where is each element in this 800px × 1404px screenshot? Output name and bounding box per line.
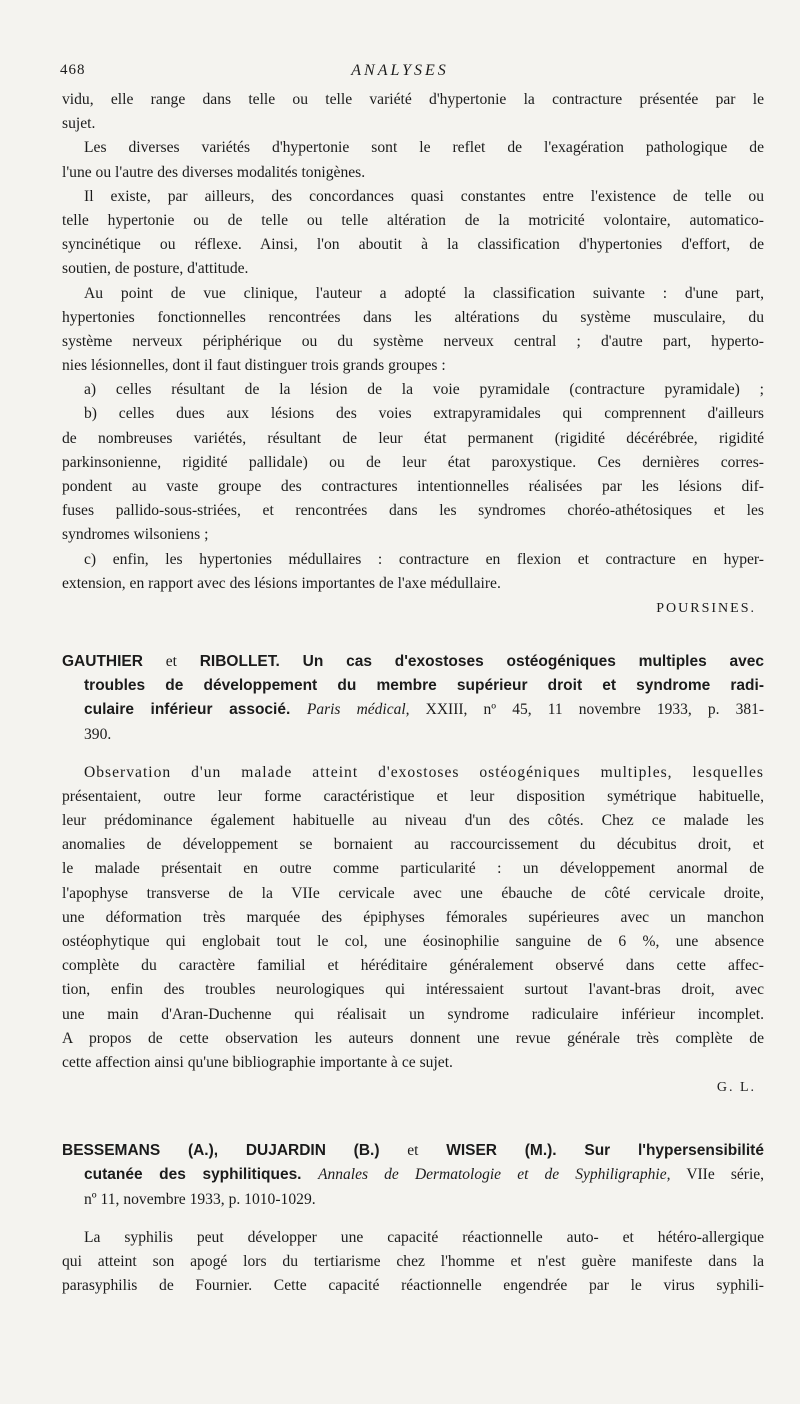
article-title — [62, 1139, 764, 1163]
text-line: sujet. — [62, 115, 96, 133]
review-signature: G. L. — [716, 1080, 756, 1096]
review-signature: POURSINES. — [656, 600, 756, 616]
text-line: c) enfin, les hypertonies médullaires : contracture en flexion et contracture en hyper- — [84, 550, 764, 568]
page-body — [62, 88, 764, 1298]
title-text: cutanée des syphilitiques. — [84, 1166, 302, 1184]
author-name: BESSEMANS — [62, 1142, 161, 1160]
text-line: Il existe, par ailleurs, des concordances quasi constantes entre l'existence de telle ou — [84, 187, 764, 205]
title-text: Un cas d'exostoses ostéogéniques multiples avec — [302, 652, 764, 670]
text-line: soutien, de posture, d'attitude. — [62, 260, 249, 278]
text-line: a) celles résultant de la lésion de la voie pyramidale (contracture pyramidale) ; — [84, 381, 764, 399]
title-conjunction: et — [165, 652, 177, 670]
journal-name: Paris médical, — [306, 701, 410, 719]
text-line: parasyphilis de Fournier. Cette capacité réactionnelle engendrée par le virus syphili- — [62, 1277, 764, 1295]
article-title-line — [62, 698, 764, 722]
citation-pages: 390. — [84, 725, 112, 743]
text-line: l'apophyse transverse de la VIIe cervicale avec une ébauche de côté cervicale droite, — [62, 884, 764, 902]
text-line: une main d'Aran-Duchenne qui réalisait un syndrome radiculaire inférieur incomplet. — [62, 1005, 764, 1023]
article-title — [62, 650, 764, 674]
text-line: le malade présentait en outre comme particularité : un développement anormal de — [62, 860, 764, 878]
running-title: ANALYSES — [351, 62, 449, 79]
title-text: culaire inférieur associé. — [84, 701, 291, 719]
journal-name: Annales de Dermatologie et de Syphiligraphie, — [318, 1166, 671, 1184]
author-initial: (A.), — [187, 1142, 219, 1160]
text-line: de nombreuses variétés, résultant de leur état permanent (rigidité décérébrée, rigidité — [62, 429, 764, 447]
text-line: système nerveux périphérique ou du système nerveux central ; d'autre part, hyperto- — [62, 332, 764, 350]
citation-pages: nº 11, novembre 1933, p. 1010-1029. — [84, 1190, 316, 1208]
text-line: anomalies de développement se bornaient au raccourcissement du décubitus droit, et — [62, 836, 764, 854]
page-number: 468 — [60, 62, 86, 78]
author-initial: (M.). — [524, 1142, 557, 1160]
text-line: ostéophytique qui englobait tout le col, une éosinophilie sanguine de 6 %, une absence — [62, 933, 764, 950]
journal-citation — [318, 1166, 764, 1183]
text-line: vidu, elle range dans telle ou telle variété d'hypertonie la contracture présentée par le — [62, 91, 764, 108]
author-name: RIBOLLET. — [199, 652, 280, 670]
journal-citation — [307, 701, 764, 718]
title-text: Sur l'hypersensibilité — [584, 1142, 764, 1160]
text-line: hypertonies fonctionnelles rencontrées dans les altérations du système musculaire, du — [62, 308, 764, 326]
text-line: A propos de cette observation les auteurs donnent une revue générale très complète de — [62, 1029, 764, 1047]
article-title-line — [62, 1163, 764, 1187]
text-line: extension, en rapport avec des lésions importantes de l'axe médullaire. — [62, 574, 501, 592]
text-line: b) celles dues aux lésions des voies extrapyramidales qui comprennent d'ailleurs — [84, 405, 764, 423]
author-initial: (B.) — [353, 1142, 380, 1160]
page-header — [60, 62, 740, 86]
citation-details: VIIe série, — [686, 1166, 764, 1184]
review-poursines — [62, 88, 764, 622]
text-line: syndromes wilsoniens ; — [62, 526, 209, 544]
text-line: une déformation très marquée des épiphyses fémorales supérieures avec un manchon — [62, 908, 764, 926]
text-line: complète du caractère familial et héréditaire généralement observé dans cette affec- — [62, 957, 764, 975]
text-line: nies lésionnelles, dont il faut distinguer trois grands groupes : — [62, 357, 446, 375]
text-line: telle hypertonie ou de telle ou telle altération de la motricité volontaire, automatico- — [62, 211, 764, 229]
text-line: présentaient, outre leur forme caractéristique et leur disposition symétrique habituelle, — [62, 787, 764, 805]
author-name: DUJARDIN — [245, 1142, 326, 1160]
text-line: Observation d'un malade atteint d'exostoses ostéogéniques multiples, lesquelles — [84, 763, 764, 781]
text-line: parkinsonienne, rigidité pallidale) ou de leur état paroxystique. Ces dernières corres- — [62, 453, 764, 471]
review-bessemans — [62, 1139, 764, 1298]
text-line: Au point de vue clinique, l'auteur a adopté la classification suivante : d'une part, — [84, 284, 764, 302]
text-line: La syphilis peut développer une capacité réactionnelle auto- et hétéro-allergique — [84, 1228, 764, 1246]
text-line: Les diverses variétés d'hypertonie sont le reflet de l'exagération pathologique de — [84, 139, 764, 157]
title-conjunction: et — [407, 1142, 419, 1160]
text-line: pondent au vaste groupe des contractures intentionnelles réalisées par les lésions dif- — [62, 478, 764, 495]
article-title-line: troubles de développement du membre supérieur droit et syndrome radi- — [84, 677, 764, 695]
text-line: qui atteint son apogé lors du tertiarisme chez l'homme et n'est guère manifeste dans la — [62, 1252, 764, 1270]
text-line: cette affection ainsi qu'une bibliographie importante à ce sujet. — [62, 1053, 453, 1071]
text-line: l'une ou l'autre des diverses modalités tonigènes. — [62, 163, 366, 181]
review-gauthier-ribollet — [62, 650, 764, 1101]
text-line: tion, enfin des troubles neurologiques qui intéressaient surtout l'avant-bras droit, avec — [62, 981, 764, 999]
text-line: syncinétique ou réflexe. Ainsi, l'on aboutit à la classification d'hypertonies d'effort, de — [62, 236, 764, 254]
author-name: WISER — [446, 1142, 497, 1160]
text-line: leur prédominance également habituelle au niveau d'un des côtés. Chez ce malade les — [62, 812, 764, 830]
text-line: fuses pallido-sous-striées, et rencontrées dans les syndromes choréo-athétosiques et les — [62, 502, 764, 520]
citation-details: XXIII, nº 45, 11 novembre 1933, p. 381- — [425, 701, 764, 719]
author-name: GAUTHIER — [62, 652, 143, 670]
